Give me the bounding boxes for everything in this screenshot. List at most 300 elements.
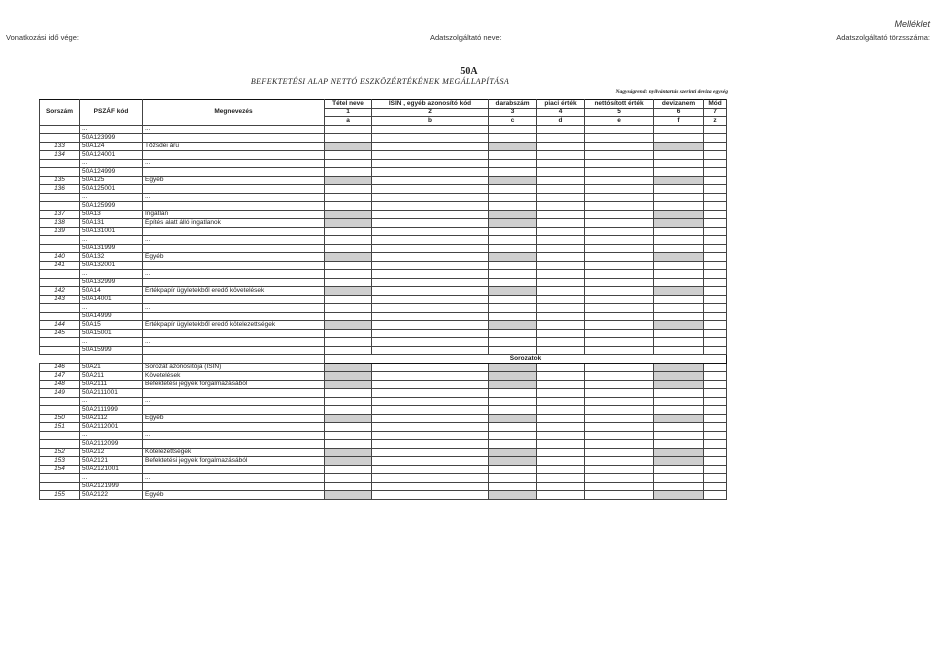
row-code: 50A131001 [80,227,143,236]
row-name: ... [143,474,325,483]
input-cell[interactable] [704,236,727,245]
input-cell[interactable] [654,346,704,355]
input-cell[interactable] [372,176,489,185]
input-cell[interactable] [325,474,372,483]
input-cell[interactable] [704,168,727,177]
input-cell[interactable] [372,312,489,321]
input-cell[interactable] [489,389,537,398]
input-cell [325,210,372,219]
input-cell[interactable] [585,278,654,287]
input-cell[interactable] [372,440,489,449]
input-cell[interactable] [325,134,372,143]
input-cell[interactable] [704,159,727,168]
input-cell[interactable] [704,202,727,211]
input-cell[interactable] [372,414,489,423]
input-cell[interactable] [537,219,585,228]
input-cell[interactable] [489,244,537,253]
input-cell[interactable] [704,278,727,287]
input-cell[interactable] [325,151,372,160]
input-cell[interactable] [704,244,727,253]
input-cell[interactable] [654,270,704,279]
input-cell[interactable] [585,176,654,185]
row-code: 50A2121 [80,457,143,466]
input-cell[interactable] [372,295,489,304]
input-cell[interactable] [537,440,585,449]
input-cell[interactable] [372,448,489,457]
input-cell[interactable] [585,253,654,262]
input-cell[interactable] [585,151,654,160]
input-cell[interactable] [585,338,654,347]
input-cell[interactable] [325,423,372,432]
row-name: Sorozat azonosítója (ISIN) [143,363,325,372]
input-cell[interactable] [325,338,372,347]
input-cell[interactable] [537,261,585,270]
input-cell[interactable] [372,329,489,338]
table-row [40,431,727,440]
input-cell[interactable] [489,295,537,304]
input-cell[interactable] [704,465,727,474]
input-cell[interactable] [537,227,585,236]
input-cell[interactable] [325,227,372,236]
row-code: 50A131 [80,219,143,228]
input-cell[interactable] [537,278,585,287]
input-cell[interactable] [654,423,704,432]
input-cell[interactable] [537,185,585,194]
input-cell[interactable] [704,321,727,330]
input-cell[interactable] [372,168,489,177]
input-cell[interactable] [537,414,585,423]
input-cell[interactable] [372,253,489,262]
input-cell[interactable] [489,236,537,245]
input-cell[interactable] [585,125,654,134]
input-cell[interactable] [537,423,585,432]
input-cell[interactable] [372,474,489,483]
input-cell [489,380,537,389]
input-cell[interactable] [325,329,372,338]
table-row [40,295,727,304]
input-cell[interactable] [372,125,489,134]
input-cell[interactable] [704,406,727,415]
input-cell[interactable] [704,482,727,491]
input-cell[interactable] [372,227,489,236]
input-cell[interactable] [585,406,654,415]
input-cell[interactable] [585,465,654,474]
input-cell[interactable] [537,431,585,440]
input-cell[interactable] [489,440,537,449]
input-cell[interactable] [372,185,489,194]
input-cell [325,287,372,296]
input-cell[interactable] [537,151,585,160]
input-cell[interactable] [704,423,727,432]
input-cell[interactable] [537,448,585,457]
input-cell[interactable] [372,261,489,270]
input-cell[interactable] [654,397,704,406]
input-cell[interactable] [325,465,372,474]
input-cell[interactable] [654,304,704,313]
input-cell[interactable] [372,270,489,279]
input-cell[interactable] [489,482,537,491]
input-cell[interactable] [654,151,704,160]
input-cell[interactable] [585,482,654,491]
input-cell[interactable] [325,236,372,245]
input-cell[interactable] [654,431,704,440]
input-cell[interactable] [704,431,727,440]
input-cell[interactable] [325,482,372,491]
input-cell[interactable] [704,389,727,398]
input-cell[interactable] [325,185,372,194]
input-cell[interactable] [654,202,704,211]
input-cell[interactable] [537,465,585,474]
input-cell[interactable] [585,389,654,398]
input-cell[interactable] [537,380,585,389]
input-cell[interactable] [489,168,537,177]
input-cell[interactable] [537,134,585,143]
input-cell[interactable] [372,397,489,406]
input-cell[interactable] [585,134,654,143]
input-cell[interactable] [537,321,585,330]
input-cell[interactable] [537,295,585,304]
row-number: 153 [40,457,80,466]
input-cell[interactable] [325,261,372,270]
input-cell[interactable] [585,457,654,466]
input-cell[interactable] [585,159,654,168]
input-cell[interactable] [489,474,537,483]
input-cell[interactable] [704,372,727,381]
input-cell[interactable] [489,134,537,143]
input-cell[interactable] [654,295,704,304]
input-cell[interactable] [704,397,727,406]
input-cell[interactable] [372,134,489,143]
input-cell[interactable] [654,227,704,236]
table-row [40,338,727,347]
input-cell[interactable] [372,338,489,347]
input-cell[interactable] [489,346,537,355]
input-cell[interactable] [537,236,585,245]
input-cell[interactable] [372,372,489,381]
input-cell[interactable] [325,346,372,355]
input-cell[interactable] [585,142,654,151]
input-cell[interactable] [704,227,727,236]
input-cell[interactable] [654,465,704,474]
input-cell[interactable] [585,346,654,355]
input-cell[interactable] [325,270,372,279]
input-cell[interactable] [585,414,654,423]
input-cell[interactable] [537,125,585,134]
input-cell[interactable] [704,176,727,185]
input-cell[interactable] [489,406,537,415]
input-cell[interactable] [489,261,537,270]
input-cell[interactable] [654,406,704,415]
input-cell[interactable] [489,227,537,236]
input-cell[interactable] [372,406,489,415]
input-cell[interactable] [372,304,489,313]
row-code: 50A124 [80,142,143,151]
input-cell[interactable] [704,414,727,423]
input-cell[interactable] [585,312,654,321]
input-cell[interactable] [537,202,585,211]
input-cell[interactable] [372,210,489,219]
input-cell[interactable] [704,134,727,143]
input-cell[interactable] [537,372,585,381]
input-cell[interactable] [585,474,654,483]
input-cell[interactable] [704,295,727,304]
input-cell[interactable] [372,380,489,389]
input-cell[interactable] [654,168,704,177]
input-cell[interactable] [704,142,727,151]
table-row [40,168,727,177]
input-cell[interactable] [537,304,585,313]
row-number [40,312,80,321]
input-cell[interactable] [585,193,654,202]
input-cell[interactable] [585,431,654,440]
input-cell[interactable] [537,389,585,398]
input-cell[interactable] [654,261,704,270]
input-cell[interactable] [537,193,585,202]
header-sorszam: Sorszám [40,100,80,126]
input-cell[interactable] [537,168,585,177]
input-cell[interactable] [325,304,372,313]
input-cell[interactable] [325,431,372,440]
row-name [143,406,325,415]
table-row [40,346,727,355]
input-cell[interactable] [537,474,585,483]
input-cell[interactable] [585,304,654,313]
input-cell[interactable] [537,363,585,372]
col-number: 6 [654,108,704,117]
row-code: ... [80,397,143,406]
input-cell[interactable] [585,321,654,330]
input-cell[interactable] [585,448,654,457]
input-cell[interactable] [537,482,585,491]
input-cell[interactable] [704,253,727,262]
row-code: 50A2111999 [80,406,143,415]
row-code: 50A14001 [80,295,143,304]
input-cell[interactable] [704,312,727,321]
input-cell[interactable] [704,491,727,500]
col-name: nettósított érték [585,100,654,109]
input-cell[interactable] [372,491,489,500]
input-cell[interactable] [654,278,704,287]
input-cell[interactable] [325,278,372,287]
input-cell[interactable] [537,406,585,415]
input-cell[interactable] [537,457,585,466]
input-cell[interactable] [372,193,489,202]
input-cell[interactable] [585,363,654,372]
input-cell[interactable] [585,423,654,432]
input-cell[interactable] [537,270,585,279]
input-cell[interactable] [325,168,372,177]
row-name: ... [143,304,325,313]
input-cell[interactable] [585,491,654,500]
input-cell[interactable] [372,321,489,330]
input-cell[interactable] [325,312,372,321]
table-row [40,185,727,194]
input-cell[interactable] [704,287,727,296]
input-cell[interactable] [704,193,727,202]
input-cell[interactable] [654,193,704,202]
input-cell[interactable] [704,474,727,483]
input-cell[interactable] [489,270,537,279]
input-cell[interactable] [704,261,727,270]
input-cell[interactable] [654,185,704,194]
input-cell[interactable] [585,168,654,177]
row-name [143,482,325,491]
input-cell[interactable] [704,185,727,194]
input-cell[interactable] [704,270,727,279]
input-cell[interactable] [372,363,489,372]
input-cell[interactable] [325,193,372,202]
input-cell[interactable] [489,125,537,134]
input-cell[interactable] [489,338,537,347]
input-cell[interactable] [489,202,537,211]
input-cell[interactable] [372,431,489,440]
col-name: piaci érték [537,100,585,109]
input-cell[interactable] [489,278,537,287]
input-cell[interactable] [325,295,372,304]
input-cell[interactable] [489,397,537,406]
input-cell[interactable] [372,346,489,355]
input-cell[interactable] [704,440,727,449]
table-row [40,193,727,202]
input-cell[interactable] [372,482,489,491]
input-cell[interactable] [325,202,372,211]
table-row [40,448,727,457]
input-cell[interactable] [372,236,489,245]
input-cell[interactable] [489,151,537,160]
input-cell[interactable] [372,219,489,228]
input-cell[interactable] [537,312,585,321]
input-cell[interactable] [372,142,489,151]
input-cell[interactable] [654,338,704,347]
input-cell[interactable] [537,253,585,262]
input-cell[interactable] [654,312,704,321]
input-cell[interactable] [654,474,704,483]
input-cell[interactable] [585,270,654,279]
input-cell[interactable] [537,338,585,347]
input-cell[interactable] [585,287,654,296]
row-code: 50A212 [80,448,143,457]
input-cell[interactable] [372,457,489,466]
table-row [40,363,727,372]
table-row [40,380,727,389]
input-cell[interactable] [654,236,704,245]
input-cell[interactable] [654,125,704,134]
input-cell[interactable] [372,202,489,211]
input-cell[interactable] [325,397,372,406]
input-cell [654,380,704,389]
input-cell[interactable] [654,440,704,449]
input-cell[interactable] [537,329,585,338]
input-cell[interactable] [489,159,537,168]
input-cell[interactable] [372,389,489,398]
row-number: 137 [40,210,80,219]
input-cell[interactable] [704,448,727,457]
input-cell[interactable] [325,159,372,168]
table-row [40,134,727,143]
input-cell[interactable] [704,380,727,389]
input-cell[interactable] [654,244,704,253]
input-cell[interactable] [489,185,537,194]
input-cell[interactable] [537,210,585,219]
input-cell[interactable] [704,219,727,228]
input-cell[interactable] [704,125,727,134]
row-code: 50A2111 [80,380,143,389]
input-cell[interactable] [585,219,654,228]
input-cell[interactable] [489,423,537,432]
input-cell[interactable] [704,363,727,372]
input-cell[interactable] [585,261,654,270]
input-cell[interactable] [654,159,704,168]
row-code: 50A125001 [80,185,143,194]
input-cell[interactable] [489,304,537,313]
table-row [40,261,727,270]
input-cell[interactable] [585,244,654,253]
input-cell[interactable] [325,389,372,398]
input-cell[interactable] [704,329,727,338]
input-cell[interactable] [537,491,585,500]
input-cell[interactable] [537,397,585,406]
input-cell[interactable] [372,287,489,296]
input-cell[interactable] [585,380,654,389]
input-cell[interactable] [704,210,727,219]
input-cell[interactable] [654,482,704,491]
input-cell[interactable] [585,236,654,245]
input-cell[interactable] [585,185,654,194]
input-cell[interactable] [325,244,372,253]
input-cell[interactable] [585,295,654,304]
input-cell[interactable] [704,304,727,313]
input-cell[interactable] [325,440,372,449]
input-cell[interactable] [585,397,654,406]
input-cell[interactable] [537,244,585,253]
input-cell[interactable] [489,465,537,474]
input-cell[interactable] [372,278,489,287]
input-cell[interactable] [489,329,537,338]
input-cell[interactable] [654,389,704,398]
input-cell[interactable] [585,227,654,236]
input-cell[interactable] [654,329,704,338]
input-cell[interactable] [372,159,489,168]
input-cell[interactable] [585,372,654,381]
input-cell[interactable] [704,151,727,160]
input-cell[interactable] [489,312,537,321]
input-cell[interactable] [704,346,727,355]
input-cell[interactable] [372,244,489,253]
input-cell[interactable] [704,457,727,466]
input-cell[interactable] [585,440,654,449]
input-cell[interactable] [704,338,727,347]
input-cell[interactable] [489,431,537,440]
input-cell[interactable] [489,193,537,202]
input-cell[interactable] [585,202,654,211]
input-cell[interactable] [372,151,489,160]
input-cell[interactable] [372,465,489,474]
input-cell[interactable] [537,176,585,185]
input-cell[interactable] [585,210,654,219]
input-cell[interactable] [325,406,372,415]
input-cell[interactable] [654,134,704,143]
input-cell[interactable] [537,159,585,168]
input-cell[interactable] [585,329,654,338]
input-cell[interactable] [537,142,585,151]
input-cell[interactable] [537,287,585,296]
input-cell[interactable] [372,423,489,432]
table-body-assets [40,125,727,355]
row-number [40,193,80,202]
row-code: 50A15001 [80,329,143,338]
input-cell[interactable] [325,125,372,134]
input-cell[interactable] [537,346,585,355]
